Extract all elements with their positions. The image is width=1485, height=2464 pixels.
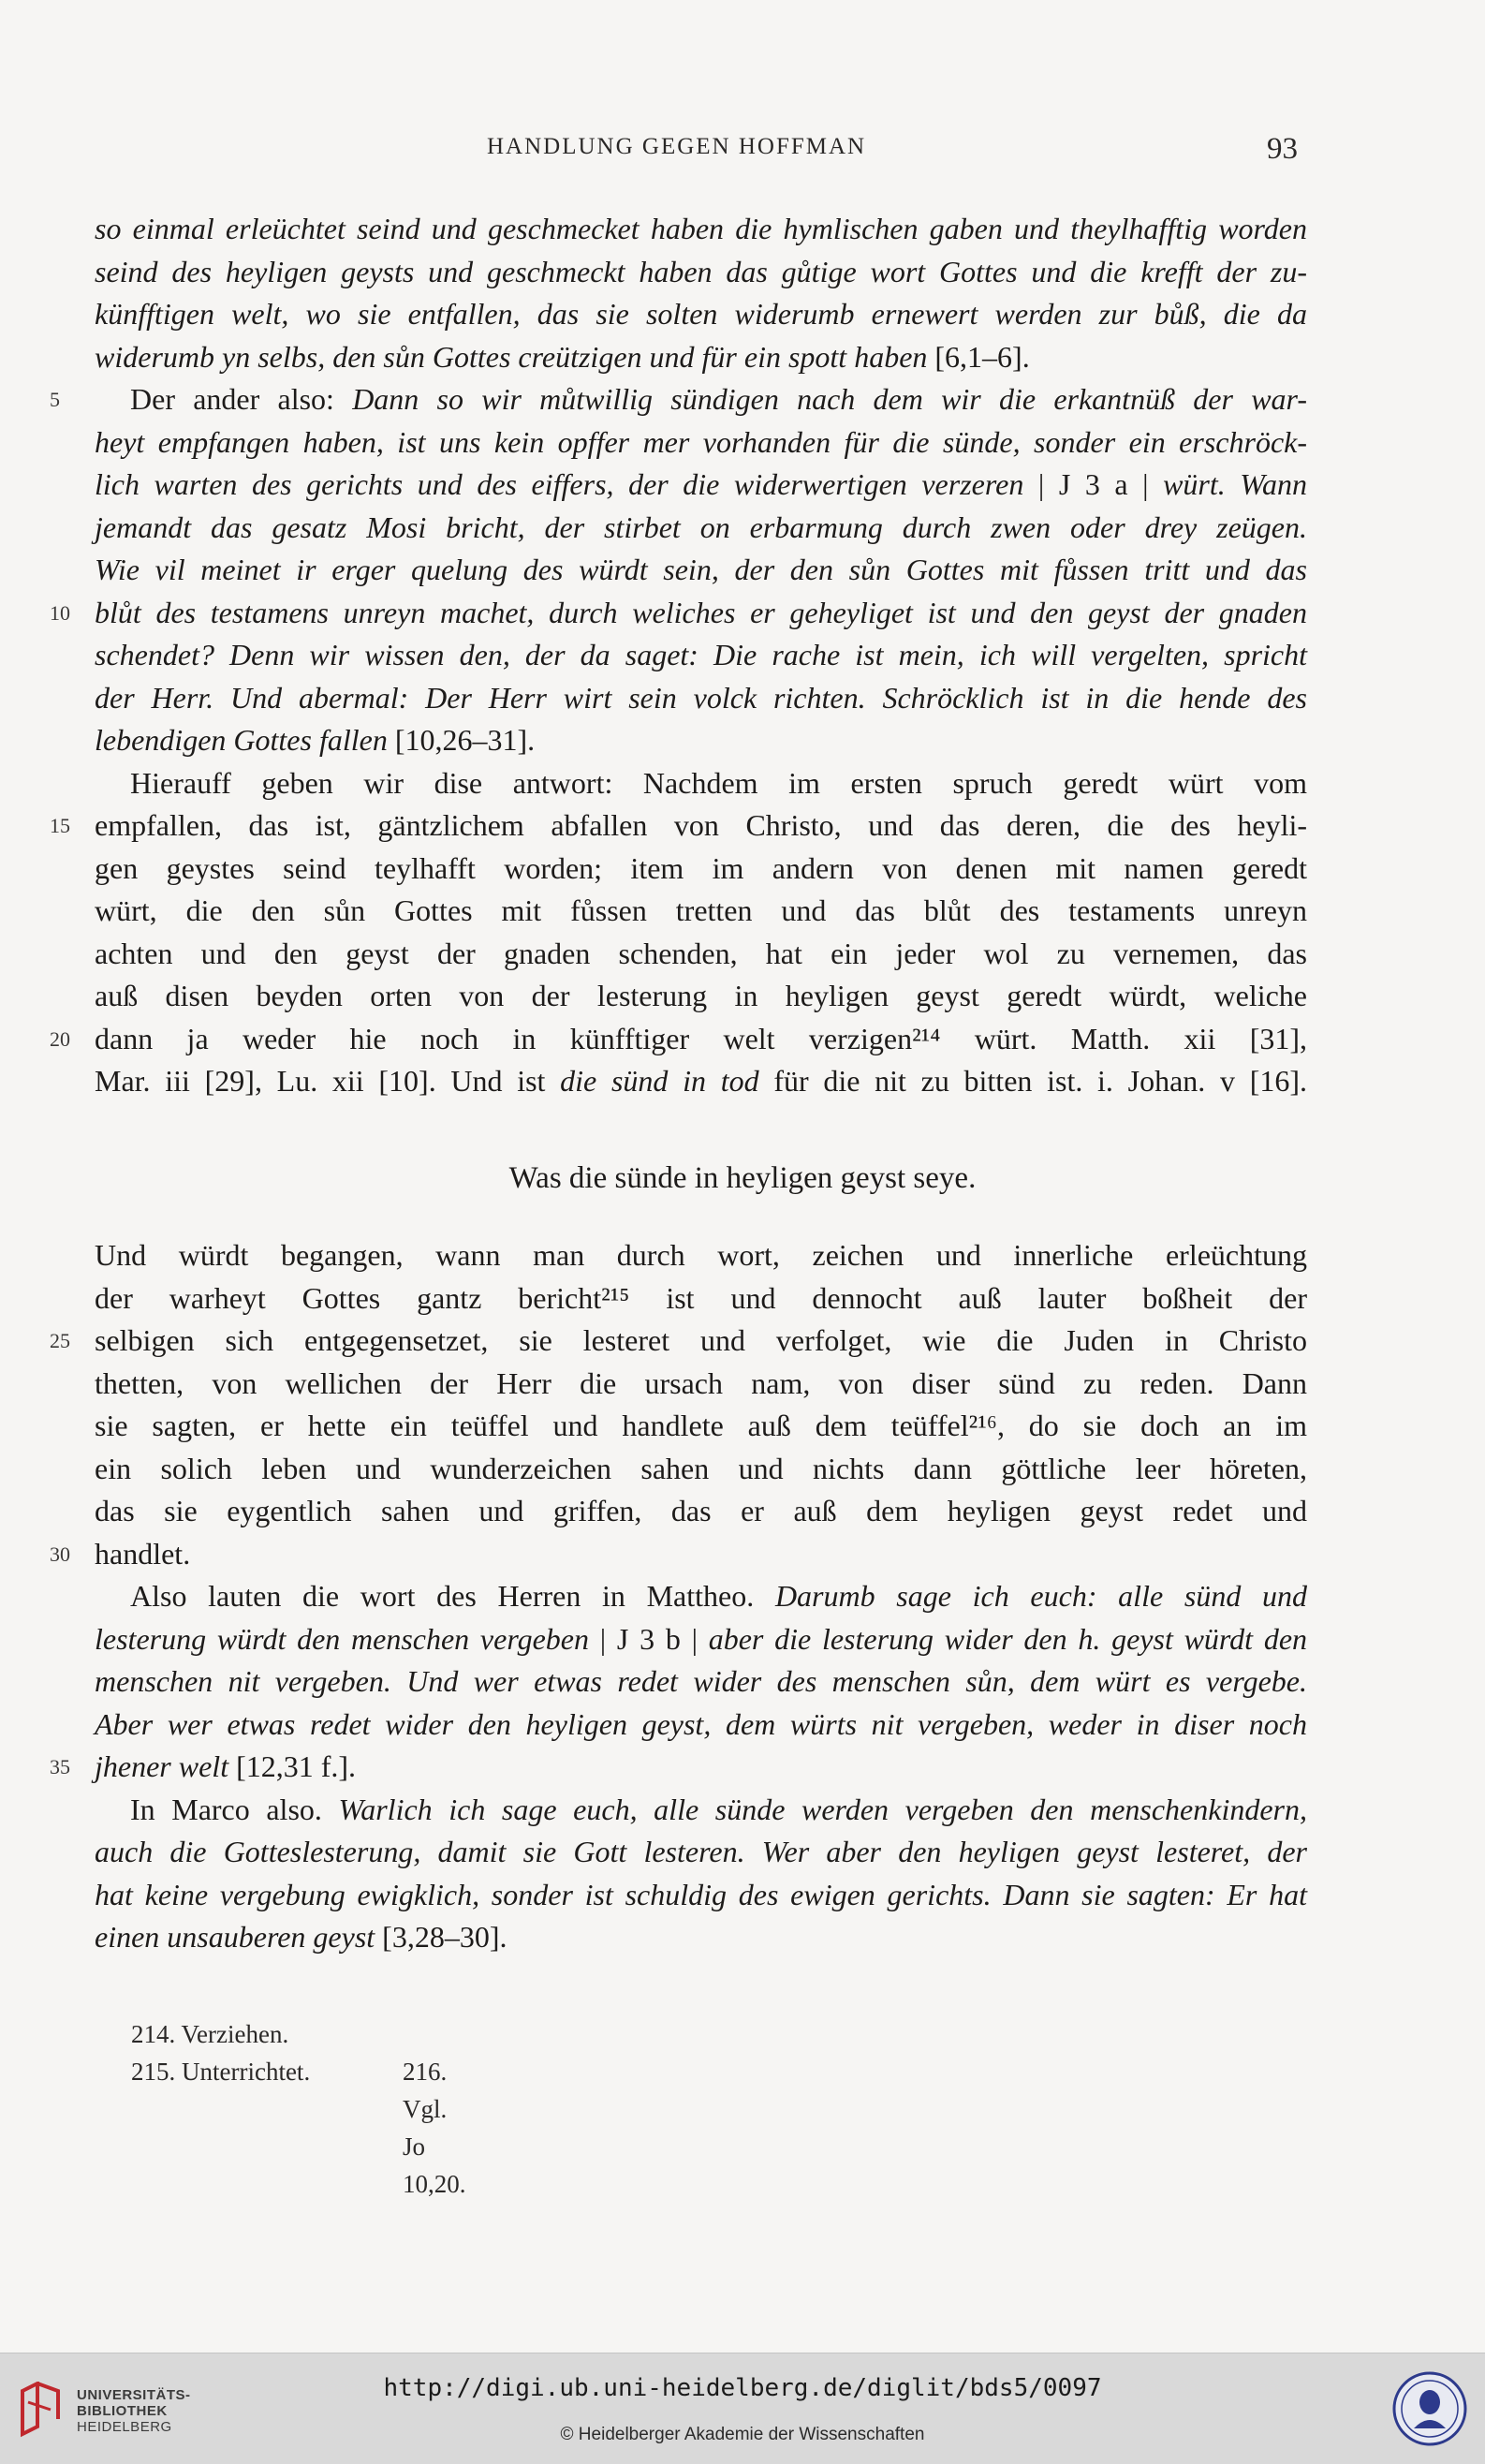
text-line [95,1277,1307,1321]
roman-text: handlet. [95,1536,191,1571]
text-line [95,251,1307,294]
roman-text: sie sagten, er hette ein teüffel und handlete auß dem teüffel²¹⁶, do sie doch an im [95,1409,1307,1442]
text-line [95,293,1307,336]
footnote-214: 214. Verziehen. [131,2020,289,2048]
text-line [95,464,1307,507]
italic-text: lesterung würdt den menschen vergeben [95,1621,590,1656]
italic-text: Dann so wir můtwillig sündigen nach dem wir die erkantnüß der war- [352,382,1308,416]
text-line [95,890,1307,933]
italic-text: die sünd in tod [560,1064,759,1098]
text-line [95,848,1307,891]
logo-line: UNIVERSITÄTS- [77,2387,191,2403]
roman-text: würt, die den sůn Gottes mit fůssen tretten und das blůt des testaments unreyn [95,893,1307,927]
text-line [95,336,1307,379]
text-line [95,1363,1307,1406]
text-line [95,1448,1307,1491]
text-line [95,1704,1307,1747]
footnote-row [131,2053,466,2198]
viewer-footer [0,2353,1485,2464]
text-line [95,1916,1307,1959]
line-number: 35 [50,1755,70,1778]
permalink-url[interactable]: http://digi.ub.uni-heidelberg.de/diglit/bds5/0097 [383,2374,1102,2402]
footnotes [131,2015,466,2198]
roman-text: gen geystes seind teylhafft worden; item im andern von denen mit namen geredt [95,850,1307,885]
italic-text: seind des heyligen geysts und geschmeckt haben das gůtige wort Gottes und die krefft der zu- [95,254,1307,288]
italic-text: hat keine vergebung ewigklich, sonder ist schuldig des ewigen gerichts. Dann sie sagten: Er hat [95,1877,1307,1911]
text-line [95,507,1307,550]
footnote-215: 215. Unterrichtet. [131,2058,311,2086]
italic-text: Warlich ich sage euch, alle sünde werden vergeben den menschenkindern, [338,1792,1308,1826]
roman-text: achten und den geyst der gnaden schenden, hat ein jeder wol zu vernemen, das [95,936,1307,970]
roman-text: | J 3 b | [589,1621,709,1656]
roman-text: In Marco also. [130,1792,339,1826]
italic-text: würt. Wann [1163,467,1308,501]
roman-text: Und würdt begangen, wann man durch wort, zeichen und innerliche erleüchtung [95,1238,1307,1272]
italic-text: widerumb yn selbs, den sůn Gottes creützigen und für ein spott haben [95,339,928,374]
line-number: 25 [50,1329,70,1352]
heidelberg-akademie-seal-icon[interactable] [1391,2370,1468,2447]
roman-text: [3,28–30]. [375,1920,507,1954]
italic-text: so einmal erleüchtet seind und geschmecket haben die hymlischen gaben und theylhafftig worden [95,212,1307,245]
italic-text: der Herr. Und abermal: Der Herr wirt sein volck richten. Schröcklich ist in die hende des [95,680,1307,715]
roman-text: dann ja weder hie noch in künfftiger welt verzigen²¹⁴ würt. Matth. xii [31], [95,1021,1307,1055]
roman-text: für die nit zu bitten ist. i. Johan. v [16]. [758,1064,1308,1098]
text-line [95,762,1307,805]
text-line [95,1490,1307,1533]
line-number: 5 [50,388,60,411]
roman-text: | J 3 a | [1023,467,1164,501]
line-number: 30 [50,1542,70,1566]
italic-text: Darumb sage ich euch: alle sünd und [774,1579,1308,1613]
body-text-part-2 [50,1234,1308,1959]
text-line [50,378,1308,421]
italic-text: lebendigen Gottes fallen [95,723,388,757]
text-line [95,1234,1307,1277]
roman-text: thetten, von wellichen der Herr die ursach nam, von diser sünd zu reden. Dann [95,1365,1307,1400]
roman-text: empfallen, das ist, gäntzlichem abfallen von Christo, und das deren, die des heyli- [95,808,1307,842]
italic-text: heyt empfangen haben, ist uns kein opffer mer vorhanden für die sünde, sonder ein erschröck- [95,424,1307,459]
body-text-part-1 [50,208,1308,1103]
roman-text: [6,1–6]. [927,339,1030,374]
text-line [95,975,1307,1018]
italic-text: aber die lesterung wider den h. geyst würdt den [708,1621,1308,1656]
line-number: 10 [50,600,70,625]
text-line [95,719,1307,762]
roman-text: [10,26–31]. [387,723,536,757]
line-number: 20 [50,1026,70,1051]
text-line [50,1018,1307,1061]
italic-text: einen unsauberen geyst [95,1920,375,1954]
italic-text: Wie vil meinet ir erger quelung des würdt sein, der den sůn Gottes mit fůssen tritt und das [95,553,1307,586]
text-line [95,1405,1307,1448]
logo-line: HEIDELBERG [77,2419,172,2435]
text-line [50,804,1307,848]
italic-text: jhener welt [95,1749,229,1783]
footnote-row [131,2015,310,2053]
text-line [95,1660,1307,1704]
text-line [95,208,1307,251]
line-number: 15 [50,814,70,837]
text-line [95,1575,1307,1618]
italic-text: Aber wer etwas redet wider den heyligen geyst, dem würts nit vergeben, weder in diser noch [95,1706,1307,1741]
section-heading: Was die sünde in heyligen geyst seye. [508,1161,977,1195]
text-line [50,1320,1307,1363]
text-line [95,421,1307,465]
italic-text: künfftigen welt, wo sie entfallen, das sie solten widerumb ernewert werden zur bůß, die da [95,297,1307,331]
italic-text: auch die Gotteslesterung, damit sie Gott lesteren. Wer aber den heyligen geyst lesteret, der [95,1835,1307,1868]
roman-text: das sie eygentlich sahen und griffen, das er auß dem heyligen geyst redet und [95,1494,1307,1527]
text-line [95,549,1307,592]
italic-text: jemandt das gesatz Mosi bricht, der stirbet on erbarmung durch zwen oder drey zeügen. [95,509,1307,544]
text-line [95,933,1307,976]
running-title: HANDLUNG GEGEN HOFFMAN [487,134,867,159]
logo-line: BIBLIOTHEK [77,2403,168,2419]
italic-text: schendet? Denn wir wissen den, der da saget: Die rache ist mein, ich will vergelten, spricht [95,638,1307,671]
italic-text: menschen nit vergeben. Und wer etwas redet wider des menschen sůn, dem würt es vergebe. [95,1664,1307,1698]
roman-text: auß disen beyden orten von der lesterung in heyligen geyst geredt würdt, weliche [95,979,1307,1012]
copyright-notice: © Heidelberger Akademie der Wissenschaften [560,2425,925,2444]
roman-text: der warheyt Gottes gantz bericht²¹⁵ ist und dennocht auß lauter boßheit der [95,1280,1307,1315]
roman-text: Hierauff geben wir dise antwort: Nachdem im ersten spruch geredt würt vom [130,765,1307,800]
italic-text: blůt des testamens unreyn machet, durch weliches er geheyliget ist und den geyst der gnaden [95,595,1307,629]
running-head [0,134,1485,171]
page-number: 93 [1267,132,1298,166]
text-line [95,1831,1307,1874]
roman-text: Also lauten die wort des Herren in Mattheo. [130,1579,775,1613]
roman-text: Mar. iii [29], Lu. xii [10]. Und ist [95,1064,561,1098]
text-line [50,1746,1307,1789]
text-line [95,1874,1307,1917]
roman-text: selbigen sich entgegensetzet, sie lesteret und verfolget, wie die Juden in Christo [95,1323,1307,1357]
italic-text: lich warten des gerichts und des eiffers, der die widerwertigen verzeren [95,467,1024,501]
roman-text: ein solich leben und wunderzeichen sahen und nichts dann göttliche leer höreten, [95,1451,1307,1485]
text-line [95,634,1307,677]
text-line [95,677,1307,720]
text-line [50,1533,1307,1576]
roman-text: Der ander also: [130,382,353,416]
text-line [50,592,1307,635]
roman-text: [12,31 f.]. [228,1749,357,1783]
footnote-216: 216. Vgl. Jo 10,20. [403,2058,466,2198]
text-line [95,1789,1307,1832]
text-line [95,1618,1307,1661]
text-line [95,1060,1307,1103]
